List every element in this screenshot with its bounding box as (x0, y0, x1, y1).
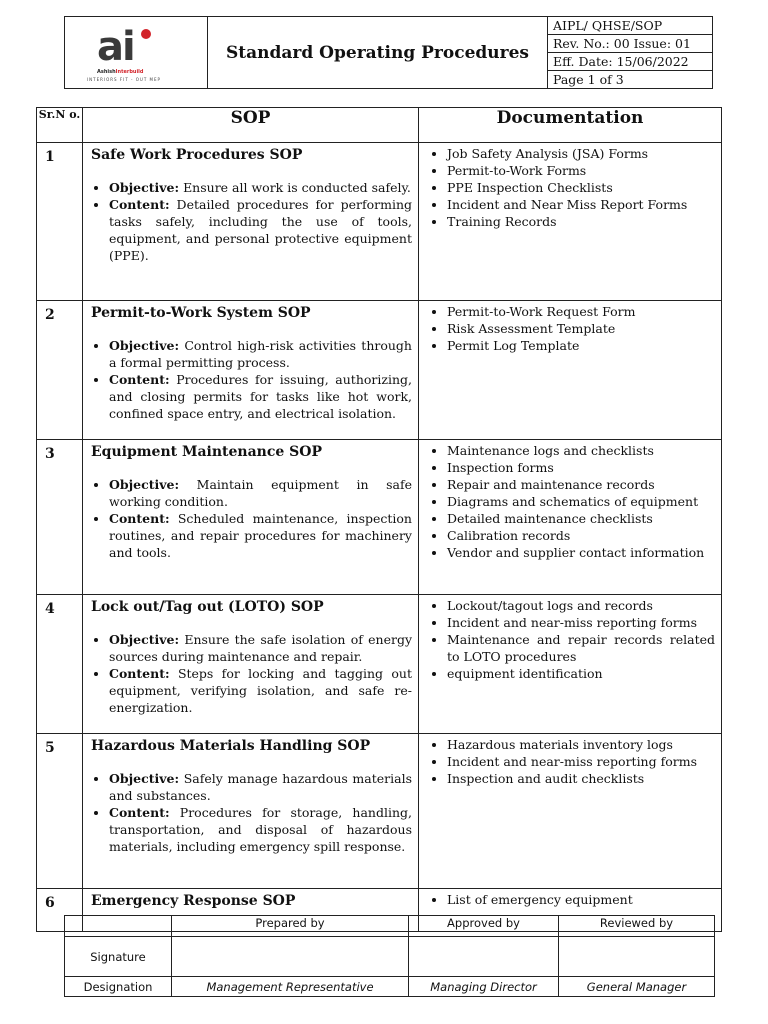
documentation-item: • Inspection and audit checklists (447, 770, 715, 787)
reviewed-by-label: Reviewed by (559, 916, 715, 937)
row-number: 4 (37, 595, 83, 734)
column-header-sop: SOP (83, 108, 419, 143)
sop-title: Equipment Maintenance SOP (91, 444, 322, 460)
documentation-list (425, 145, 715, 230)
sop-cell (83, 440, 419, 595)
sop-table (36, 107, 722, 932)
objective-text: Control high-risk activities through a formal permitting process. (109, 338, 412, 370)
documentation-item: • PPE Inspection Checklists (447, 179, 715, 196)
documentation-cell (419, 440, 722, 595)
designation-label: Designation (65, 977, 172, 997)
sop-details (91, 770, 412, 855)
footer-blank-cell (65, 916, 172, 937)
documentation-item: • Maintenance and repair records related to LOTO procedures (447, 631, 715, 665)
company-logo (75, 25, 195, 85)
logo-dot-icon (141, 29, 151, 39)
sop-title: Lock out/Tag out (LOTO) SOP (91, 599, 324, 615)
sop-title: Hazardous Materials Handling SOP (91, 738, 371, 754)
objective-label: Objective: (109, 632, 180, 647)
revision-number: Rev. No.: 00 Issue: 01 (548, 35, 713, 53)
prepared-designation: Management Representative (172, 977, 409, 997)
logo-tagline: INTERIORS FIT - OUT MEP (87, 77, 161, 82)
content-item (109, 804, 412, 855)
objective-text: Safely manage hazardous materials and substances. (109, 771, 412, 803)
table-row (37, 734, 722, 889)
documentation-item: • Inspection forms (447, 459, 715, 476)
sop-details (91, 179, 412, 264)
sop-cell (83, 143, 419, 301)
objective-item (109, 770, 412, 804)
reviewed-designation: General Manager (559, 977, 715, 997)
approved-signature-field (409, 937, 559, 977)
documentation-item: • Permit-to-Work Request Form (447, 303, 715, 320)
footer-header-row (65, 916, 715, 937)
objective-item (109, 476, 412, 510)
content-item (109, 196, 412, 264)
documentation-item: • Risk Assessment Template (447, 320, 715, 337)
objective-label: Objective: (109, 180, 180, 195)
column-header-documentation: Documentation (419, 108, 722, 143)
documentation-item: • Detailed maintenance checklists (447, 510, 715, 527)
objective-item (109, 631, 412, 665)
logo-glyphs: ai (97, 24, 134, 70)
documentation-cell (419, 301, 722, 440)
content-text: Procedures for issuing, authorizing, and closing permits for tasks like hot work, confined space entry, and electrical isolation. (109, 372, 412, 421)
content-item (109, 665, 412, 716)
documentation-cell (419, 734, 722, 889)
sop-cell (83, 301, 419, 440)
documentation-item: • Training Records (447, 213, 715, 230)
row-number: 3 (37, 440, 83, 595)
documentation-item: • Permit-to-Work Forms (447, 162, 715, 179)
sop-title: Safe Work Procedures SOP (91, 147, 303, 163)
row-number: 2 (37, 301, 83, 440)
content-text: Procedures for storage, handling, transportation, and disposal of hazardous materials, including emergency spill response. (109, 805, 412, 854)
logo-cell (65, 17, 208, 89)
documentation-list (425, 891, 715, 908)
sop-cell (83, 734, 419, 889)
documentation-item: • Hazardous materials inventory logs (447, 736, 715, 753)
objective-label: Objective: (109, 771, 180, 786)
documentation-list (425, 597, 715, 682)
logo-brand-suffix: Interbuild (115, 69, 144, 75)
doc-code: AIPL/ QHSE/SOP (548, 17, 713, 35)
objective-text: Ensure the safe isolation of energy sources during maintenance and repair. (109, 632, 413, 664)
content-item (109, 510, 412, 561)
documentation-item: • Calibration records (447, 527, 715, 544)
content-label: Content: (109, 511, 170, 526)
objective-text: Ensure all work is conducted safely. (183, 180, 411, 195)
row-number: 5 (37, 734, 83, 889)
documentation-item: • Maintenance logs and checklists (447, 442, 715, 459)
objective-item (109, 179, 412, 196)
content-label: Content: (109, 666, 170, 681)
logo-brand (97, 69, 143, 75)
row-number: 1 (37, 143, 83, 301)
documentation-item: • Incident and Near Miss Report Forms (447, 196, 715, 213)
documentation-item: • Incident and near-miss reporting forms (447, 753, 715, 770)
signature-label: Signature (65, 937, 172, 977)
documentation-item: • Repair and maintenance records (447, 476, 715, 493)
designation-row (65, 977, 715, 997)
documentation-item: • List of emergency equipment (447, 891, 715, 908)
documentation-cell (419, 595, 722, 734)
content-text: Steps for locking and tagging out equipment, verifying isolation, and safe re-energization. (109, 666, 412, 715)
prepared-by-label: Prepared by (172, 916, 409, 937)
reviewed-signature-field (559, 937, 715, 977)
content-label: Content: (109, 805, 170, 820)
objective-item (109, 337, 412, 371)
sop-rows (37, 143, 722, 932)
table-row (37, 440, 722, 595)
objective-text: Maintain equipment in safe working condition. (109, 477, 412, 509)
table-row (37, 301, 722, 440)
prepared-signature-field (172, 937, 409, 977)
sop-details (91, 631, 412, 716)
sop-title: Emergency Response SOP (91, 893, 296, 909)
page-number: Page 1 of 3 (548, 71, 713, 89)
documentation-list (425, 303, 715, 354)
content-item (109, 371, 412, 422)
objective-label: Objective: (109, 477, 180, 492)
effective-date: Eff. Date: 15/06/2022 (548, 53, 713, 71)
documentation-item: • Vendor and supplier contact information (447, 544, 715, 561)
approval-footer (64, 915, 715, 997)
sop-title: Permit-to-Work System SOP (91, 305, 311, 321)
page-title: Standard Operating Procedures (208, 17, 548, 89)
logo-brand-prefix: Ashish (97, 69, 116, 75)
table-row (37, 143, 722, 301)
sop-details (91, 337, 412, 422)
documentation-list (425, 736, 715, 787)
row-number: 6 (37, 889, 83, 932)
documentation-item: • Incident and near-miss reporting forms (447, 614, 715, 631)
signature-row (65, 937, 715, 977)
content-label: Content: (109, 372, 170, 387)
table-row (37, 595, 722, 734)
sop-details (91, 476, 412, 561)
content-text: Scheduled maintenance, inspection routines, and repair procedures for machinery and tools. (109, 511, 412, 560)
approved-designation: Managing Director (409, 977, 559, 997)
documentation-item: • Lockout/tagout logs and records (447, 597, 715, 614)
content-text: Detailed procedures for performing tasks safely, including the use of tools, equipment, and personal protective equipment (PPE). (109, 197, 412, 263)
content-label: Content: (109, 197, 170, 212)
objective-label: Objective: (109, 338, 180, 353)
document-header (64, 16, 713, 89)
documentation-item: • Permit Log Template (447, 337, 715, 354)
approved-by-label: Approved by (409, 916, 559, 937)
sop-cell (83, 595, 419, 734)
documentation-list (425, 442, 715, 561)
documentation-item: • Job Safety Analysis (JSA) Forms (447, 145, 715, 162)
documentation-cell (419, 143, 722, 301)
column-header-srno: Sr.N o. (37, 108, 83, 143)
documentation-item: • Diagrams and schematics of equipment (447, 493, 715, 510)
documentation-item: • equipment identification (447, 665, 715, 682)
table-header-row (37, 108, 722, 143)
